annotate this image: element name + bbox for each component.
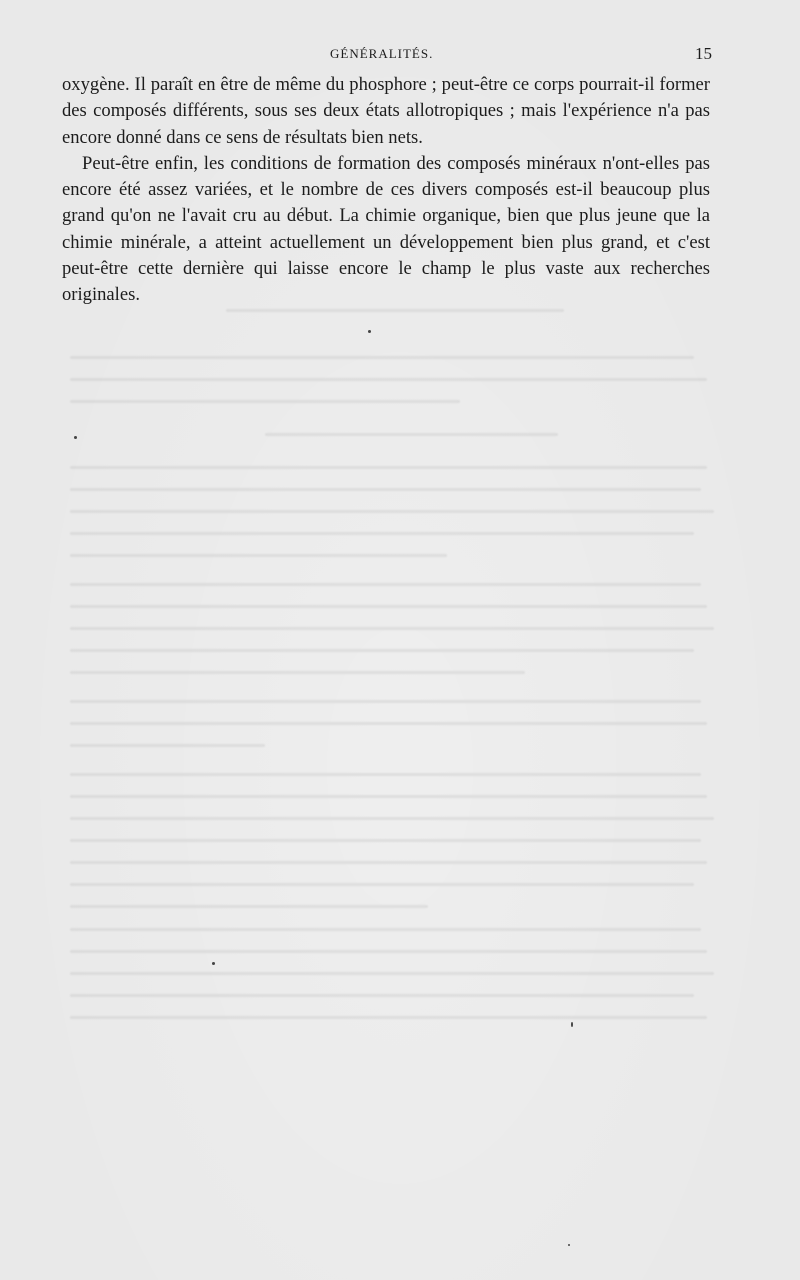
paper-speck xyxy=(368,330,371,333)
paper-speck xyxy=(212,962,215,965)
running-head xyxy=(62,46,712,66)
paragraph: oxygène. Il paraît en être de même du phosphore ; peut-être ce corps pourrait-il former des composés différents, sous ses deux états allotropiques ; mais l'expérience n'a pas encore donné dans ce sens de résultats bien nets. xyxy=(62,74,710,148)
show-through-text xyxy=(70,290,720,1190)
paper-speck xyxy=(571,1022,573,1027)
paper-speck xyxy=(74,436,77,439)
paragraph: Peut-être enfin, les conditions de formation des composés minéraux n'ont-elles pas encore été assez variées, et le nombre de ces divers composés est-il beaucoup plus grand qu'on ne l'avait cru au début. La chimie organique, bien que plus jeune que la chimie minérale, a atteint actuellement un développement bien plus grand, et c'est peut-être cette dernière qui laisse encore le champ le plus vaste aux recherches originales. xyxy=(62,152,710,306)
page-number: 15 xyxy=(695,44,712,63)
running-title: GÉNÉRALITÉS. xyxy=(330,46,434,61)
paper-speck xyxy=(568,1244,570,1246)
body-text xyxy=(62,72,710,309)
